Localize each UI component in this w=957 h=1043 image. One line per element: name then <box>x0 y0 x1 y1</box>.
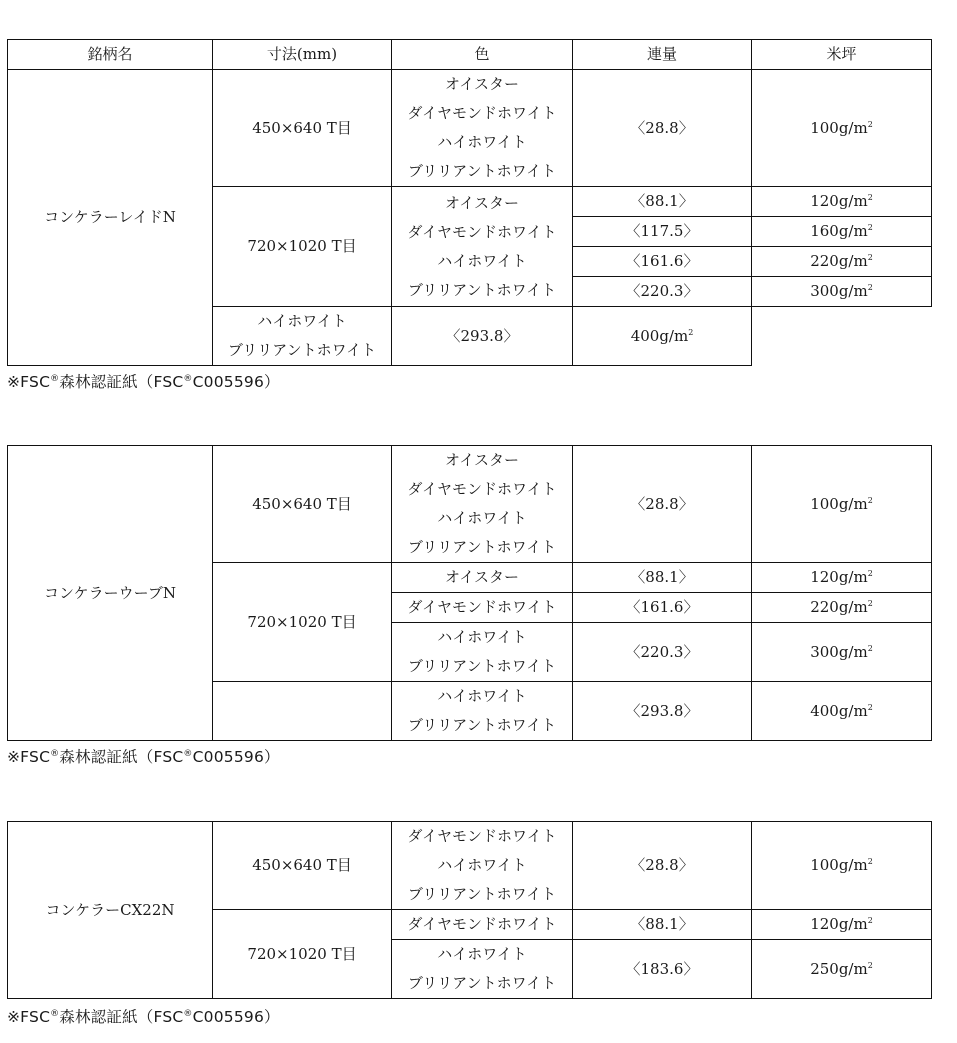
size-cell: 450×640 T目 <box>213 70 392 187</box>
color-item: ハイホワイト <box>437 251 527 270</box>
ream-cell: 〈183.6〉 <box>573 940 752 999</box>
color-item: ブリリアントホワイト <box>407 974 557 992</box>
basis-cell: $120g/m^2$ <box>752 187 932 217</box>
footnote-1: ※FSC®森林認証紙（FSC®C005596） <box>7 373 280 391</box>
colors-cell <box>392 446 573 563</box>
color-item: ブリリアントホワイト <box>227 341 377 359</box>
ream-cell: 〈88.1〉 <box>573 187 752 217</box>
color-item: ハイホワイト <box>437 133 527 151</box>
basis-cell: $220g/m^2$ <box>752 593 932 623</box>
ream-cell: 〈117.5〉 <box>573 217 752 247</box>
color-cell: ダイヤモンドホワイト <box>392 593 573 623</box>
ream-cell: 〈161.6〉 <box>573 247 752 277</box>
ream-cell: 〈220.3〉 <box>573 623 752 682</box>
color-cell: オイスター <box>392 563 573 593</box>
colors-cell <box>392 623 573 682</box>
color-item: ブリリアントホワイト <box>407 657 557 675</box>
header-basis-weight: 米坪 <box>752 40 932 70</box>
basis-cell: $220g/m^2$ <box>752 247 932 277</box>
color-item: ハイホワイト <box>437 856 527 874</box>
spec-table-1 <box>7 39 932 366</box>
ream-cell: 〈28.8〉 <box>573 822 752 910</box>
basis-cell: $100g/m^2$ <box>752 70 932 187</box>
ream-cell: 〈28.8〉 <box>573 446 752 563</box>
ream-cell: 〈161.6〉 <box>573 593 752 623</box>
color-item: ハイホワイト <box>437 687 527 705</box>
basis-cell: $250g/m^2$ <box>752 940 932 999</box>
basis-cell: $120g/m^2$ <box>752 910 932 940</box>
color-cell: ダイヤモンドホワイト <box>392 910 573 940</box>
color-item: ダイヤモンドホワイト <box>407 480 557 498</box>
color-item: オイスター <box>444 75 520 93</box>
color-item: ハイホワイト <box>437 509 527 527</box>
colors-cell <box>392 682 573 741</box>
ream-cell: 〈88.1〉 <box>573 910 752 940</box>
ream-cell: 〈293.8〉 <box>392 307 573 366</box>
brand-cell: コンケラーウーブN <box>8 446 213 741</box>
header-row <box>8 40 932 70</box>
basis-cell: $400g/m^2$ <box>573 307 752 366</box>
color-item: ブリリアントホワイト <box>407 538 557 556</box>
size-cell: 720×1020 T目 <box>213 187 392 307</box>
color-item: ブリリアントホワイト <box>407 280 557 299</box>
size-cell: 450×640 T目 <box>213 822 392 910</box>
color-item: ハイホワイト <box>257 312 347 330</box>
spec-table-3 <box>7 821 932 999</box>
header-size: 寸法(mm) <box>213 40 392 70</box>
color-item: ブリリアントホワイト <box>407 162 557 180</box>
brand-cell: コンケラーレイドN <box>8 70 213 366</box>
color-item: ブリリアントホワイト <box>407 716 557 734</box>
color-item: ハイホワイト <box>437 945 527 963</box>
basis-cell: $100g/m^2$ <box>752 446 932 563</box>
basis-cell: $300g/m^2$ <box>752 623 932 682</box>
color-item: オイスター <box>444 451 520 469</box>
color-item: ダイヤモンドホワイト <box>407 104 557 122</box>
footnote-3: ※FSC®森林認証紙（FSC®C005596） <box>7 1008 280 1026</box>
size-cell: 720×1020 T目 <box>213 563 392 682</box>
footnote-2: ※FSC®森林認証紙（FSC®C005596） <box>7 748 280 766</box>
colors-cell <box>392 822 573 910</box>
header-color: 色 <box>392 40 573 70</box>
basis-cell: $100g/m^2$ <box>752 822 932 910</box>
size-cell: 450×640 T目 <box>213 446 392 563</box>
color-item: ダイヤモンドホワイト <box>407 222 557 241</box>
color-item: ブリリアントホワイト <box>407 885 557 903</box>
ream-cell: 〈28.8〉 <box>573 70 752 187</box>
brand-cell: コンケラーCX22N <box>8 822 213 999</box>
color-item: オイスター <box>444 193 520 212</box>
ream-cell: 〈88.1〉 <box>573 563 752 593</box>
ream-cell: 〈220.3〉 <box>573 277 752 307</box>
colors-cell <box>392 187 573 307</box>
header-ream-weight: 連量 <box>573 40 752 70</box>
spec-table-2 <box>7 445 932 741</box>
basis-cell: $400g/m^2$ <box>752 682 932 741</box>
colors-cell <box>392 940 573 999</box>
color-item: ハイホワイト <box>437 628 527 646</box>
color-item: ダイヤモンドホワイト <box>407 827 557 845</box>
basis-cell: $300g/m^2$ <box>752 277 932 307</box>
basis-cell: $160g/m^2$ <box>752 217 932 247</box>
size-cell: 720×1020 T目 <box>213 910 392 999</box>
colors-cell <box>392 70 573 187</box>
size-cell-empty <box>213 682 392 741</box>
header-brand: 銘柄名 <box>8 40 213 70</box>
ream-cell: 〈293.8〉 <box>573 682 752 741</box>
colors-cell <box>213 307 392 366</box>
basis-cell: $120g/m^2$ <box>752 563 932 593</box>
